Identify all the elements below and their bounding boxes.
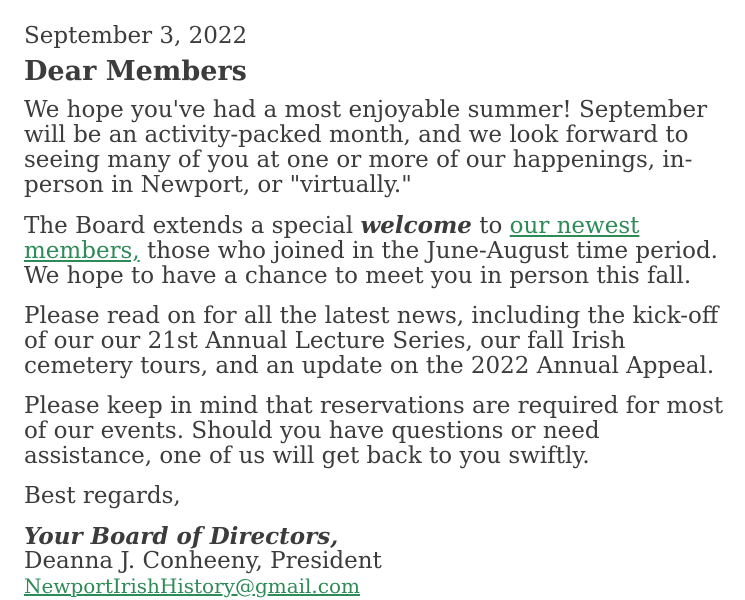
welcome-emphasis: welcome	[360, 212, 472, 239]
closing-line: Best regards,	[24, 483, 181, 509]
paragraph-news: Please read on for all the latest news, including the kick-off of our our 21st Annual Lecture Series, our fall Irish cemetery tours, and an update on the 2022 Annual Appeal.	[24, 303, 719, 379]
paragraph-intro: We hope you've had a most enjoyable summer! September will be an activity-packed month, and we look forward to seeing many of you at one or more of our happenings, in-person in Newport, or "virtually."	[24, 97, 708, 198]
paragraph-welcome	[24, 213, 725, 289]
welcome-text-start: The Board extends a special	[24, 213, 361, 239]
paragraph-reservations: Please keep in mind that reservations are required for most of our events. Should you have questions or need assistance, one of us will get back to you swiftly.	[24, 393, 724, 469]
letter-date: September 3, 2022	[24, 23, 248, 49]
signature-board: Your Board of Directors,	[24, 523, 339, 550]
welcome-text-mid: to	[471, 213, 510, 239]
email-link[interactable]: NewportIrishHistory@gmail.com	[24, 574, 360, 598]
welcome-text-end: those who joined in the June-August time period. We hope to have a chance to meet you in person this fall.	[24, 238, 718, 289]
letter-greeting: Dear Members	[24, 56, 247, 87]
signature-name: Deanna J. Conheeny, President	[24, 548, 382, 574]
newest-members-link[interactable]: our newest members,	[24, 213, 640, 264]
